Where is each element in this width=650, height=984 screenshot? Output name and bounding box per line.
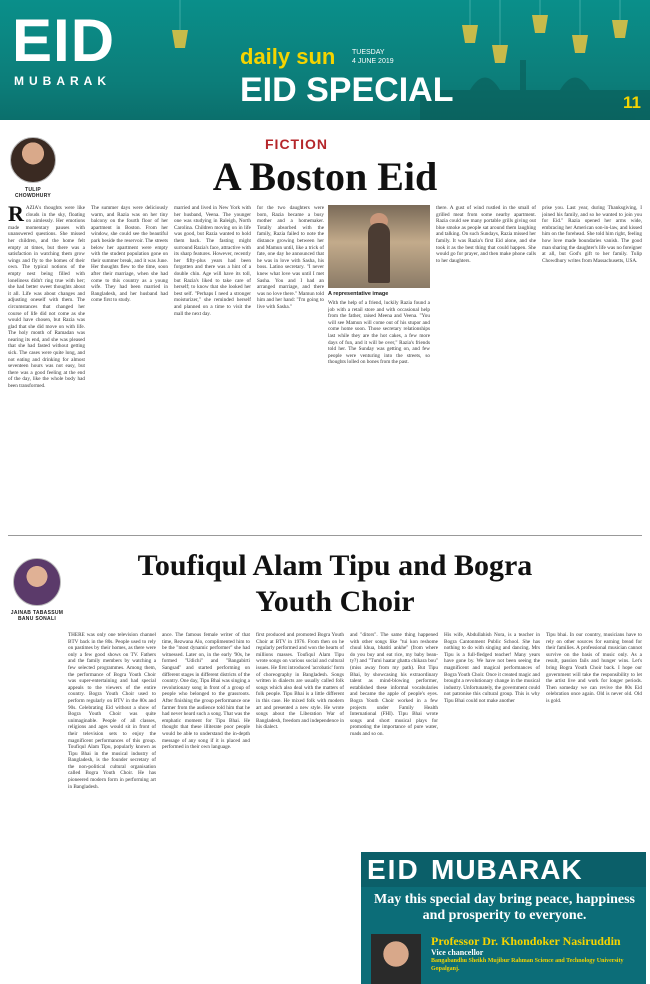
representative-photo [328, 205, 430, 288]
story-column: Tipu bhai. In our country, musicians have to rely on other sources for earning bread for their families. A professional musician cannot survive on the basis of music only. As a result, passion fails and hunger wins. Let's bring Bogra Youth Choir back. I hope our government will take the responsibility to let the artist live and work for longer periods. Then someday we can revive the 80s Eid celebration once again. Old is never old. Old is gold. [546, 632, 642, 704]
masthead-mubarak: MUBARAK [14, 74, 111, 88]
story-column: and "ditors". The same thing happened with other songs like "tui kon reshome chuul khua, bhatiti ankhe" (from where do you buy and eat rice, my baby bean-ty?) and "Tumi haatar ghatta chikara bou" (miss away from my path). But Tipu Bhai, by showcasing his extraordinary talent as mind-blowing performer, established these informal vocabularies and became the apple of people's eyes. Bogra Youth Choir worked in a few projects under Family Health International (FHI). Tipu Bhai wrote songs and short musical plays for promoting the importance of pure water, roads and so on. [350, 632, 438, 737]
ad-mubarak: MUBARAK [431, 854, 583, 885]
story-column: first produced and promoted Bogra Youth Choir at BTV in 1976. From then on he regularly performed and won the hearts of millions masses. Toufiqul Alam Tipu wrote songs on various social and cultural issues. He first introduced 'acrobatic' form of choreography in Bangladesh. Songs written in dialects are usually called folk songs which also deal with the matters of folk people. Tipu Bhai is a little different in this case. He mixed folk with modern art and presented a new style. He wrote songs about the Liberation War of Bangladesh, freedom and independence in his dialect. [256, 632, 344, 731]
photo-caption: A representative image [328, 291, 389, 297]
author-name: JAINAB TABASSUM BANU SONALI [10, 610, 64, 622]
story-title: A Boston Eid [212, 154, 438, 199]
story-column: there. A gust of wind rustled in the small of grilled meat from some nearby apartment. Razia could see many portable grills giving out blue smoke as people sat around them laughing and talking. On such Sundays, Razia missed her family. It was Razia's first Eid alone, and she took it as the best thing that could happen. She would go for prayer, and then make phone calls to her daughters. [436, 205, 536, 264]
kicker: FICTION [265, 136, 328, 152]
section-title: EID SPECIAL [240, 71, 454, 109]
author-avatar [13, 558, 61, 606]
story-column: With the help of a friend, luckily Razia found a job with a retail store and with occasional help from the father, raised Meena and Veena. "You will see Mamun will come out of his stupor and come home soon. Those secretary relationships last while they are the hot cakes, a few more days of fun, and it will be over," Razia's friends told her. The Sunday was getting on, and few people were venturing into the streets, so thoughts lolled on bones from the past. [328, 300, 430, 366]
drop-cap: R [8, 205, 24, 226]
masthead-eid: EID [12, 7, 116, 74]
story-column: for the two daughters were born, Razia became a busy mother and a homemaker. Totally absorbed with the family, Razia failed to note the distance growing between her and Mamun until, like a trick of fate, one day he announced that he was in love with Sasha, his boss. Latino secretary. "I never knew what love was until I met Sasha. You and I had an arranged marriage, and there was no love there." Mamun told him and her hand: "I'm going to live with Sasha." [257, 205, 324, 310]
advertiser-role: Vice chancellor [431, 948, 484, 957]
page-number: 11 [623, 93, 641, 112]
story-column: married and lived in New York with her husband, Veena. The younger one was studying in Raleigh, North Carolina. Children moving on in life was good, but Razia wanted to hold them back. The fasting might surround Razia's face, attractive with its sharp features. However, recently her fifty-plus years had been forgotten and there was a hint of a double chin. Age will have its toll, but Razia's liked to take care of herself; to know that she looked her best self. "Perhaps I need a stronger moisturizer," she reminded herself and planned on a time to visit the mall the next day. [174, 205, 251, 317]
ad-eid: EID [367, 854, 420, 885]
author-name: TULIP CHOWDHURY [14, 187, 52, 199]
story-title: Toufiqul Alam Tipu and Bogra Youth Choir [137, 549, 533, 618]
section-divider [8, 535, 642, 536]
ad-wish: May this special day bring peace, happiness and prosperity to everyone. [374, 892, 635, 923]
eid-greeting-ad [361, 852, 646, 984]
story-column: His wife, Abdullahish Nora, is a teacher in Bogra Cantonment Public School. She has nothing to do with singing and dancing. Mrs Tipu is a full-fledged teacher! Many years have gone by. We have not been seeing the magnificent and magical performances of Bogra Youth Choir. Once it created magic and brought a revolutionary change in the musical industry. Unfortunately, the government could not patronise this cultural group. This is why Tipu Bhai could not make another [444, 632, 540, 704]
story-column: prise you. Last year, during Thanksgiving, I joined his family, and so he wanted to join you for Eid." Razia opened her arms wide, embracing her American son-in-law, and kissed him on the forehead. She told him right, feeling how love made boundaries vanish. The good man sharing the daughter's life was no foreigner at all, but God's gift to her family. Tulip Chowdhury writes from Massachusetts, USA. [542, 205, 642, 264]
issue-date: TUESDAY 4 JUNE 2019 [352, 49, 394, 65]
advertiser-institution: Bangabandhu Sheikh Mujibur Rahman Science and Technology University Gopalganj. [431, 958, 624, 972]
story-column: R AZIA's thoughts were like clouds in the sky, floating on aimlessly. Her emotions made momentary pauses with unanswered questions. She missed her children, and the home felt empty at times, but there was a satisfaction in watching them grow wings and fly to the homes of their own. The typical notions of the empty nest being filled with loneliness didn't ring true with her; she had better sweet thoughts about it all. Life was about changes and adjusting oneself with them. The circumstances that changed her course of life did not come as she would have chosen, but Razia was glad that she did move on with life. The holy month of Ramadan was nearing its end, and she was pleased that she had fasted without getting sick. The cases were quite long, and not eating and drinking for almost seventeen hours was not easy, but there was a good feeling at the end of the day, like the whole body had been transformed. [8, 205, 85, 390]
advertiser-photo [371, 934, 421, 984]
paper-logo: daily sun [240, 44, 336, 69]
story-column: THERE was only one television channel BTV back in the 80s. People used to rely on pastimes by their homes, as there were only a few good shows on TV. Fathers and the family members by watching a few selected programmes. Among them, the performance of Bogra Youth Choir was super-entertaining and had special appeals to the viewers of the entire country. Bogra Youth Choir used to perform regularly on BTV in the 80s and 90s. Celebrating Eid without a show of Bogra Youth Choir was quite unimaginable. People of all classes, religions and ages would sit in front of their television sets to enjoy the magnificent performances of this group. Toufiqul Alam Tipu, popularly known as Tipu Bhai in the musical industry of Bangladesh, is the founder secretary of the non-political cultural organisation called Bogra Youth Choir. He has pioneered modern form in performing art in Bangladesh. [68, 632, 156, 790]
masthead [0, 0, 650, 120]
story-column: The summer days were deliciously warm, and Razia was on her tiny balcony on the fourth floor of her apartment in Boston. From her window, she could see the beautiful park beside the reservoir. The streets below her apartment were empty with the student population gone on their summer break, and it was June. Her thoughts flew to the time, soon after their marriage, when she had come to this country as a young wife. They had been married in Bangladesh, and her husband had come first to study. [91, 205, 168, 304]
story-column: ance. The famous female writer of that time, Rezwana Alo, complimented him to be the "most dynamic performer" she had witnessed. Later on, in the early '90s, he formed "Udichi" and "Bangabirti Sangsad" and started performing on different stages in different districts of the country. One day, Tipu Bhai was singing a revolutionary song in front of a group of people who belonged to the grassroots. After finishing the group performance one farmer from the audience told him that he had never heard such a song. That was the emphatic moment for Tipu Bhai. He thought that these illiterate poor people would be able to understand the in-depth message of any song if it is placed and performed in their own language. [162, 632, 250, 751]
advertiser-name: Professor Dr. Khondoker Nasiruddin [431, 934, 621, 948]
author-byline [8, 558, 66, 622]
